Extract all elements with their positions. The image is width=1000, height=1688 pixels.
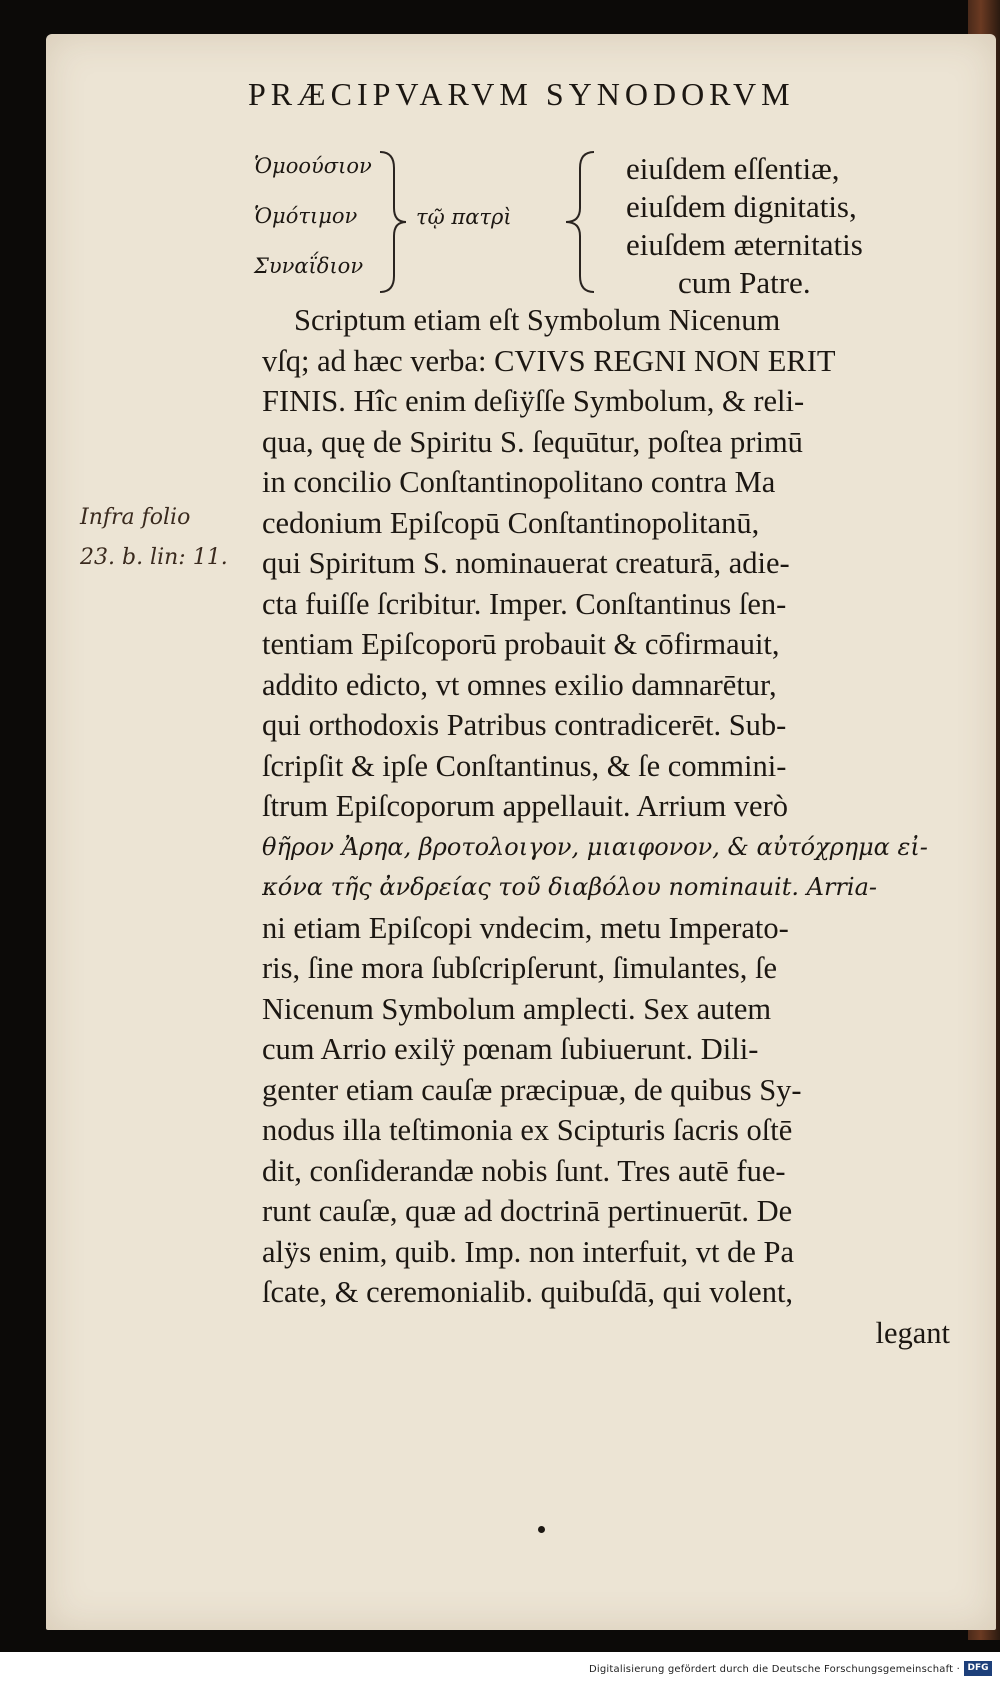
attribute-list [626,150,966,302]
body-line: Scriptum etiam eſt Symbolum Nicenum [294,303,781,337]
body-line: in concilio Conſtantinopolitano contra Ma [262,465,776,499]
body-line-greek: θῆρον Ἀρηα, βροτολοιγον, μιαιφονον, & αὐτόχρημα εἰ- [262,832,928,861]
body-line: ſtrum Epiſcoporum appellauit. Arrium verò [262,789,789,823]
signature-dot [538,1526,545,1533]
catchword: legant [875,1315,950,1350]
body-line: genter etiam cauſæ præcipuæ, de quibus Sy- [262,1072,802,1107]
body-line: ris, ſine mora ſubſcripſerunt, ſimulantes, ſe [262,951,777,985]
body-line: addito edicto, vt omnes exilio damnarētur, [262,667,777,702]
greek-term-1: Ὁμοούσιον [254,154,372,178]
body-line: ſcripſit & ipſe Conſtantinus, & ſe commini- [262,748,787,783]
body-line: dit, conſiderandæ nobis ſunt. Tres autē fue- [262,1153,786,1188]
footer-bar [0,1652,1000,1688]
body-line: alÿs enim, quib. Imp. non interfuit, vt de Pa [262,1234,794,1269]
body-line: vſq; ad hæc verba: CVIVS REGNI NON ERIT [262,343,836,378]
body-line: cedonium Epiſcopū Conſtantinopolitanū, [262,505,760,540]
dfg-logo-icon: DFG [964,1661,992,1676]
body-line: cta fuiſſe ſcribitur. Imper. Conſtantinus ſen- [262,586,787,621]
brace-label: τῷ πατρὶ [416,205,512,229]
body-line: FINIS. Hîc enim deſiÿſſe Symbolum, & reli- [262,384,805,418]
margin-note-line-2: 23. b. lin: 11. [80,545,228,570]
greek-term-3: Συναΐδιον [254,254,364,278]
left-brace [376,148,416,296]
right-brace [560,148,600,296]
body-line: ſcate, & ceremonialib. quibuſdā, qui volent, [262,1275,794,1309]
body-line: Nicenum Symbolum amplecti. Sex autem [262,991,772,1026]
body-line: runt cauſæ, quæ ad doctrinā pertinuerūt. De [262,1194,793,1228]
body-line: nodus illa teſtimonia ex Scipturis ſacris oſtē [262,1113,793,1147]
body-line-greek: κόνα τῆς ἀνδρείας τοῦ διαβόλου nominauit. Arria- [262,873,877,901]
attribute-1: eiuſdem eſſentiæ, [626,151,840,186]
greek-term-2: Ὁμότιμον [254,204,358,228]
attribute-2: eiuſdem dignitatis, [626,189,857,224]
body-line: ni etiam Epiſcopi vndecim, metu Imperato- [262,910,789,945]
attribute-3: eiuſdem æternitatis [626,227,863,262]
body-line: cum Arrio exilÿ pœnam ſubiuerunt. Dili- [262,1032,759,1066]
margin-note-line-1: Infra folio [80,505,191,530]
body-text [262,300,962,1353]
body-line: qua, quę de Spiritu S. ſequūtur, poſtea primū [262,424,803,459]
running-header: PRÆCIPVARVM SYNODORVM [248,76,795,112]
attribute-4: cum Patre. [678,265,811,300]
body-line: qui Spiritum S. nominauerat creaturā, adie- [262,546,790,580]
body-line: qui orthodoxis Patribus contradicerēt. Sub- [262,708,787,742]
body-line: tentiam Epiſcoporū probauit & cōfirmauit, [262,627,780,661]
footer-credit: Digitalisierung gefördert durch die Deutsche Forschungsgemeinschaft · [589,1664,960,1675]
handwritten-margin-note [80,498,250,578]
